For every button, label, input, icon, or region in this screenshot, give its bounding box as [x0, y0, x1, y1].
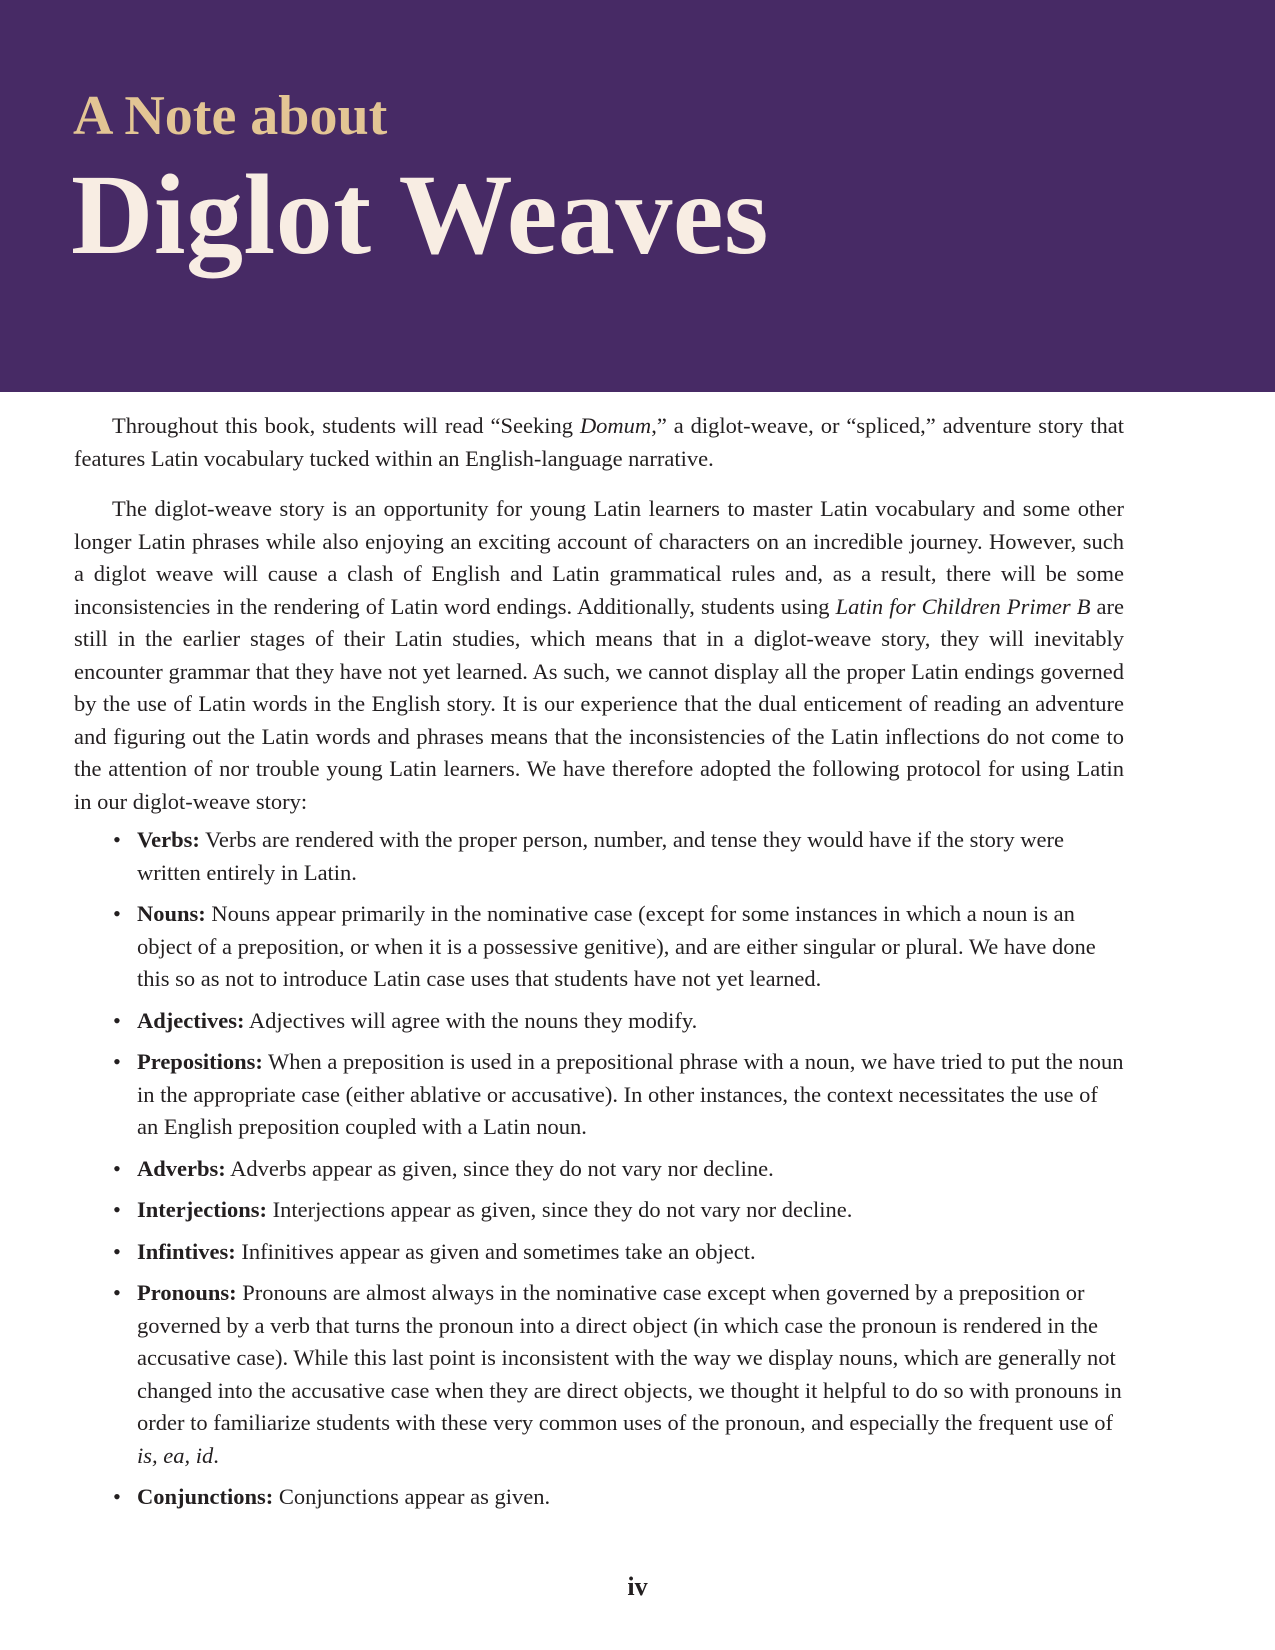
bullet-icon: •	[113, 1484, 121, 1509]
intro-text: are still in the earlier stages of their Latin studies, which means that in a diglot-weave story, they will inevitably encounter grammar that they have not yet learned. As such, we cannot display all the proper Latin endings governed by the use of Latin words in the English story. It is our experience that the dual enticement of reading an adventure and figuring out the Latin words and phrases means that the inconsistencies of the Latin inflections do not come to the attention of nor trouble young Latin learners. We have therefore adopted the following protocol for using Latin in our diglot-weave story:	[74, 593, 1124, 814]
list-item	[74, 1194, 1124, 1227]
page-title: Diglot Weaves	[71, 151, 769, 278]
intro-paragraph-1	[74, 410, 1124, 475]
intro-text: The diglot-weave story is an opportunity for young Latin learners to master Latin vocabulary and some other longer Latin phrases while also enjoying an exciting account of characters on an incredible journey. However, such a diglot weave will cause a clash of English and Latin grammatical rules and, as a result, there will be some inconsistencies in the rendering of Latin word endings. Additionally, students using	[74, 496, 1124, 619]
body-text	[74, 410, 1124, 1523]
bullet-icon: •	[113, 1238, 121, 1264]
list-text: Nouns appear primarily in the nominative case (except for some instances in which a noun is an object of a preposition, or when it is a possessive genitive), and are either singular or plural. We have done this so as not to introduce Latin case uses that students have not yet learned.	[137, 901, 1096, 991]
italic-pronouns: is, ea, id	[137, 1442, 214, 1468]
italic-title: Domum	[579, 413, 652, 438]
list-item	[74, 1046, 1124, 1144]
title-kicker: A Note about	[73, 85, 388, 147]
page-number: iv	[627, 1572, 648, 1601]
list-text: Pronouns are almost always in the nominative case except when governed by a preposition or governed by a verb that turns the pronoun into a direct object (in which case the pronoun is rendered in the accusative case). While this last point is inconsistent with the way we display nouns, which are generally not changed into the accusative case when they are direct objects, we thought it helpful to do so with pronouns in order to familiarize students with these very common uses of the pronoun, and especially the frequent use of	[137, 1280, 1122, 1435]
bullet-icon: •	[113, 901, 121, 926]
list-text: Conjunctions appear as given.	[273, 1484, 551, 1509]
list-term: Prepositions:	[137, 1049, 263, 1074]
intro-text: ,” a diglot-weave, or “spliced,” adventure story that features Latin vocabulary tucked within an English-language narrative.	[74, 413, 1124, 471]
list-term: Interjections:	[137, 1197, 267, 1222]
list-item	[74, 1153, 1124, 1186]
list-term: Verbs:	[137, 827, 200, 852]
bullet-icon: •	[113, 1155, 121, 1181]
list-text-end: .	[213, 1442, 219, 1468]
list-term: Infintives:	[137, 1238, 236, 1264]
list-item	[74, 898, 1124, 996]
bullet-icon: •	[113, 1007, 121, 1033]
list-text: Infinitives appear as given and sometimes take an object.	[235, 1238, 756, 1264]
bullet-icon: •	[113, 1280, 121, 1305]
protocol-list	[74, 824, 1124, 1514]
list-text: Verbs are rendered with the proper person, number, and tense they would have if the story were written entirely in Latin.	[137, 827, 1064, 885]
bullet-icon: •	[113, 1197, 121, 1222]
list-text: Adjectives will agree with the nouns they modify.	[244, 1007, 698, 1033]
list-item	[74, 1277, 1124, 1472]
list-text: Interjections appear as given, since they do not vary nor decline.	[266, 1197, 853, 1222]
list-item	[74, 824, 1124, 889]
list-item	[74, 1236, 1124, 1269]
bullet-icon: •	[113, 827, 121, 852]
list-term: Adjectives:	[137, 1007, 245, 1033]
list-term: Conjunctions:	[137, 1484, 274, 1509]
list-term: Nouns:	[137, 901, 206, 926]
intro-text: Throughout this book, students will read “Seeking	[112, 413, 580, 438]
intro-paragraph-2	[74, 493, 1124, 818]
list-item	[74, 1481, 1124, 1514]
list-item	[74, 1005, 1124, 1038]
bullet-icon: •	[113, 1049, 121, 1074]
list-text: Adverbs appear as given, since they do not vary nor decline.	[225, 1155, 774, 1181]
list-term: Adverbs:	[137, 1155, 226, 1181]
list-term: Pronouns:	[137, 1280, 237, 1305]
title-banner	[0, 0, 1275, 392]
list-text: When a preposition is used in a prepositional phrase with a noun, we have tried to put the noun in the appropriate case (either ablative or accusative). In other instances, the context necessitates the use of an English preposition coupled with a Latin noun.	[137, 1049, 1124, 1139]
italic-book-title: Latin for Children Primer B	[835, 593, 1091, 619]
